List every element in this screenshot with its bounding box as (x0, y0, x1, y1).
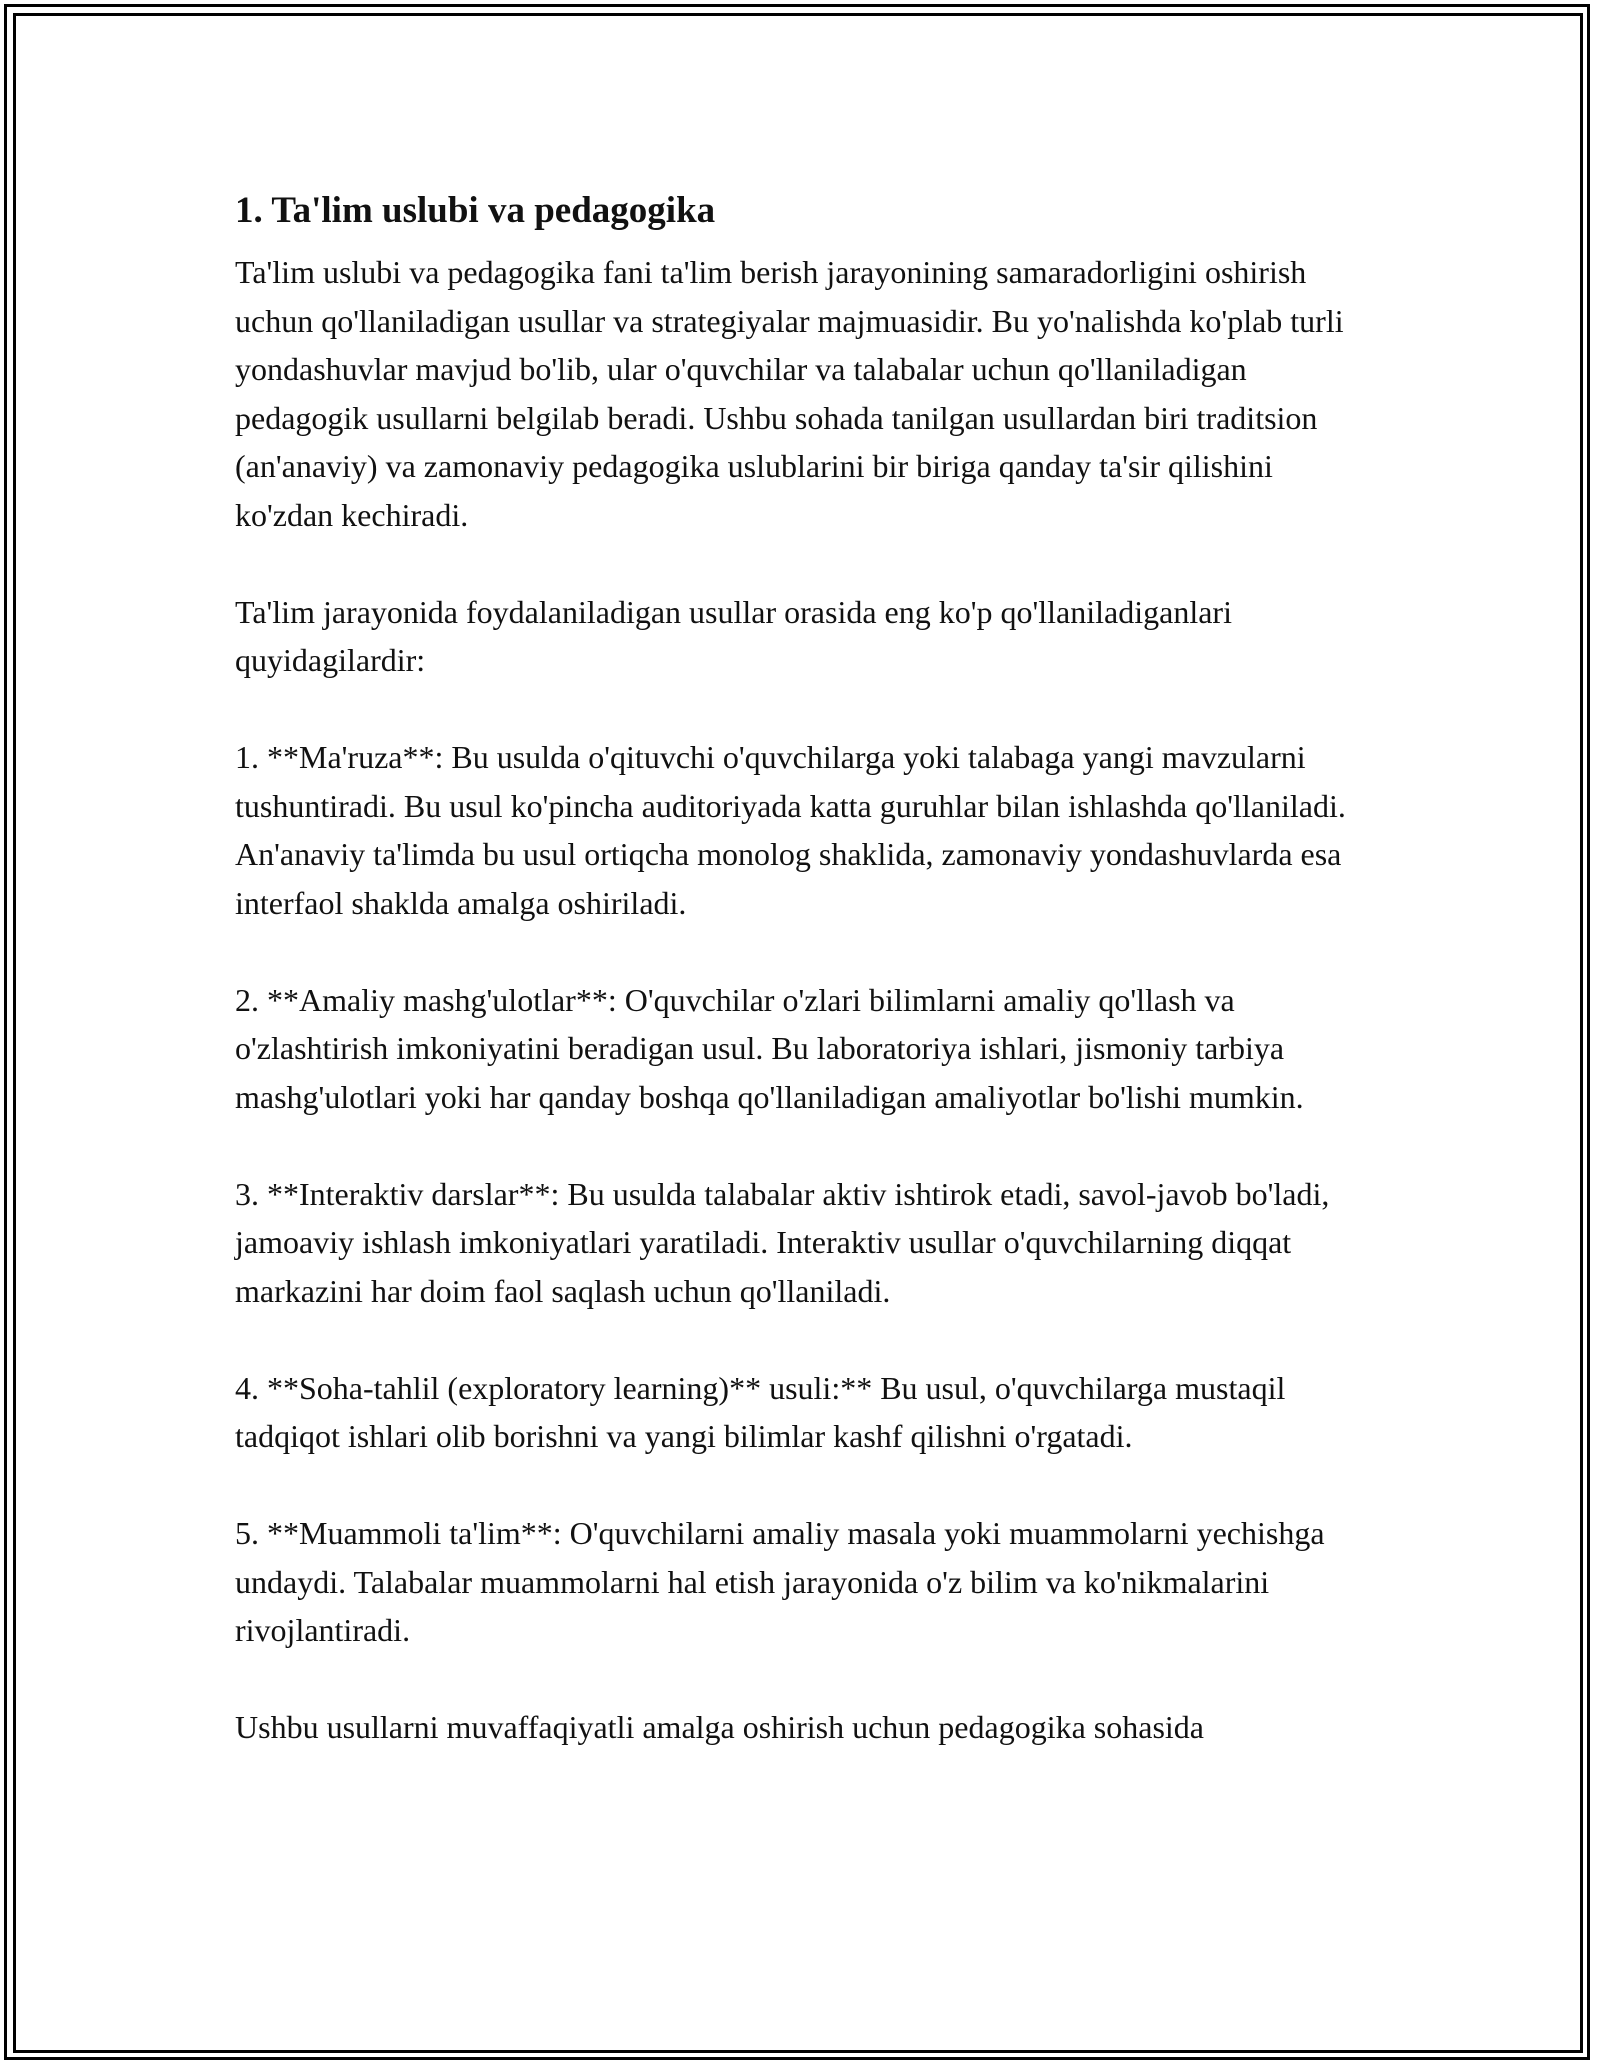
list-item-problem-based: 5. **Muammoli ta'lim**: O'quvchilarni amaliy masala yoki muammolarni yechishga undaydi. Talabalar muammolarni hal etish jarayonida o'z bilim va ko'nikmalarini rivojlantiradi. (235, 1515, 1325, 1648)
list-item-exploratory: 4. **Soha-tahlil (exploratory learning)** usuli:** Bu usul, o'quvchilarga mustaqil tadqiqot ishlari olib borishni va yangi bilimlar kashf qilishni o'rgatadi. (235, 1369, 1286, 1454)
section-heading: 1. Ta'lim uslubi va pedagogika (235, 190, 716, 231)
list-item-practical: 2. **Amaliy mashg'ulotlar**: O'quvchilar o'zlari bilimlarni amaliy qo'llash va o'zlashtirish imkoniyatini beradigan usul. Bu laboratoriya ishlari, jismoniy tarbiya mashg'ulotlari yoki har qanday boshqa qo'llaniladigan amaliyotlar bo'lishi mumkin. (235, 981, 1304, 1115)
document-body (235, 186, 1375, 1752)
paragraph-intro: Ta'lim uslubi va pedagogika fani ta'lim berish jarayonining samaradorligini oshirish uchun qo'llaniladigan usullar va strategiyalar majmuasidir. Bu yo'nalishda ko'plab turli yondashuvlar mavjud bo'lib, ular o'quvchilar va talabalar uchun qo'llaniladigan pedagogik usullarni belgilab beradi. Ushbu sohada tanilgan usullardan biri traditsion (an'anaviy) va zamonaviy pedagogika uslublarini bir biriga qanday ta'sir qilishini ko'zdan kechiradi. (235, 254, 1344, 533)
list-item-lecture: 1. **Ma'ruza**: Bu usulda o'qituvchi o'quvchilarga yoki talabaga yangi mavzularni tushuntiradi. Bu usul ko'pincha auditoriyada katta guruhlar bilan ishlashda qo'llaniladi. An'anaviy ta'limda bu usul ortiqcha monolog shaklida, zamonaviy yondashuvlarda esa interfaol shakldа amalga oshiriladi. (235, 739, 1346, 921)
paragraph-conclusion: Ushbu usullarni muvaffaqiyatli amalga oshirish uchun pedagogika sohasida (235, 1709, 1204, 1745)
list-item-interactive: 3. **Interaktiv darslar**: Bu usulda talabalar aktiv ishtirok etadi, savol-javob bo'ladi, jamoaviy ishlash imkoniyatlari yaratiladi. Interaktiv usullar o'quvchilarning diqqat markazini har doim faol saqlash uchun qo'llaniladi. (235, 1175, 1330, 1309)
paragraph-methods-lead: Ta'lim jarayonida foydalaniladigan usullar orasida eng ko'p qo'llaniladiganlari quyidagilardir: (235, 593, 1232, 678)
